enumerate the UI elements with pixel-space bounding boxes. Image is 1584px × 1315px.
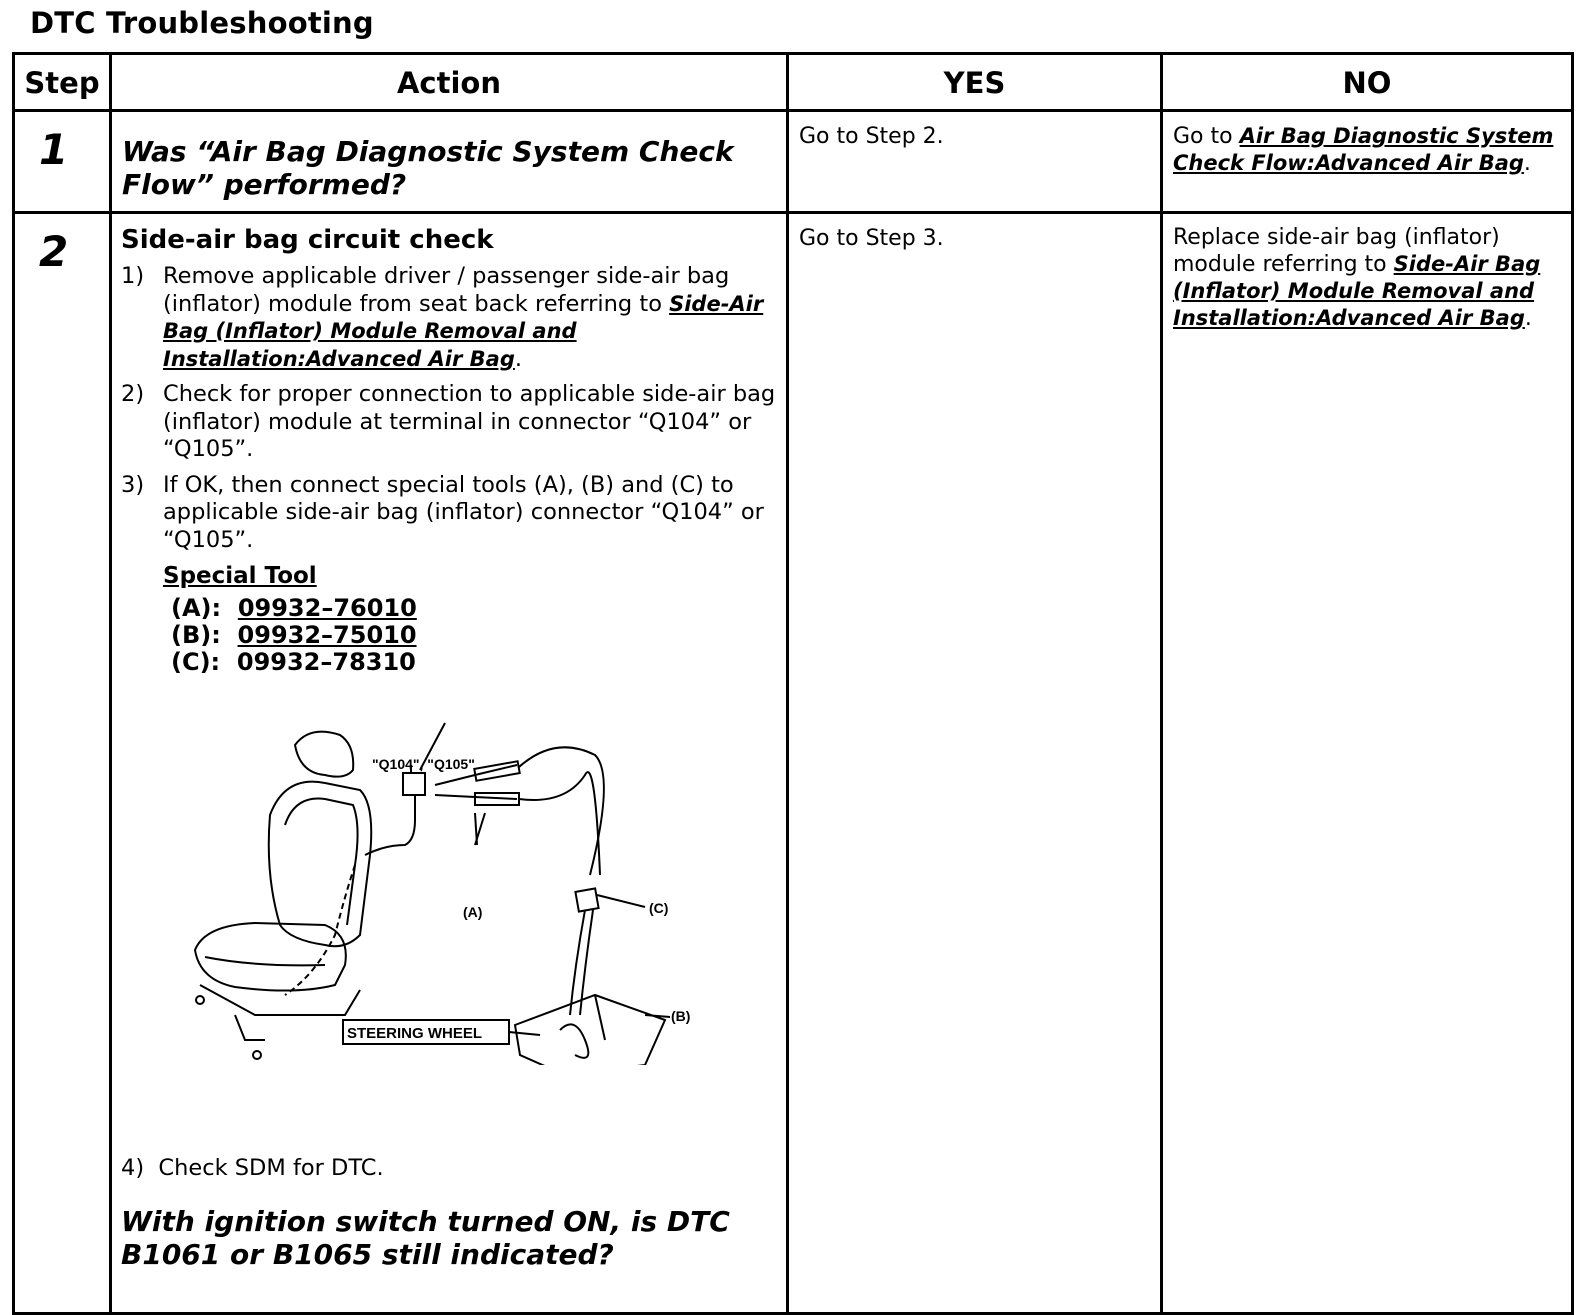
tool-a [163,595,417,622]
no-action-prefix: Replace side-air bag (inflator) module referring to [1173,225,1500,277]
tool-code: 09932–78310 [236,648,416,676]
item-text: Check SDM for DTC. [158,1155,384,1181]
connection-diagram [175,695,735,1065]
diagram-label-steering: STEERING WHEEL [347,1025,483,1042]
no-action-prefix: Go to [1173,124,1240,149]
special-tool-label: Special Tool [163,563,317,589]
item-number: 3) [121,471,145,498]
diagram-label-b: (B) [671,1008,691,1024]
tool-c [163,649,417,676]
procedure-list [121,263,781,554]
step-question: Was “Air Bag Diagnostic System Check Flow” performed? [122,135,734,201]
no-action [1173,123,1563,177]
tool-code[interactable]: 09932–75010 [237,621,417,649]
list-item [121,263,781,373]
header-action: Action [396,66,501,100]
list-item [121,381,781,464]
step-heading: Side-air bag circuit check [121,225,494,255]
header-step: Step [24,66,100,100]
tool-key: (B): [171,621,221,649]
header-yes: YES [943,66,1006,100]
yes-action: Go to Step 2. [799,124,944,149]
item-suffix: . [514,345,523,372]
tool-b [163,622,417,649]
header-no: NO [1342,66,1392,100]
tool-key: (A): [171,594,222,622]
list-item [121,1155,384,1182]
item-text: Remove applicable driver / passenger side-air bag (inflator) module from seat back referring to [163,263,730,317]
link-air-bag-check-flow[interactable]: Air Bag Diagnostic System Check Flow:Advanced Air Bag [1173,124,1554,175]
diagram-label-connector: "Q104", "Q105" [372,756,475,772]
item-number: 4) [121,1155,145,1181]
troubleshooting-table [12,52,1574,1315]
column-divider [109,55,112,1312]
step-number: 2 [39,227,69,276]
row-divider [15,211,1571,214]
item-text: If OK, then connect special tools (A), (B) and (C) to applicable side-air bag (inflator) connector “Q104” or “Q105”. [163,471,764,553]
item-number: 2) [121,381,145,407]
column-divider [786,55,789,1312]
step-number: 1 [39,125,69,174]
tool-key: (C): [171,648,221,676]
list-item [121,472,781,555]
item-text: Check for proper connection to applicable side-air bag (inflator) module at terminal in connector “Q104” or “Q105”. [163,381,776,462]
special-tools [163,563,417,676]
item-number: 1) [121,263,145,289]
link-side-air-bag-removal[interactable]: Side-Air Bag (Inflator) Module Removal and Installation:Advanced Air Bag [163,291,764,371]
step-question: With ignition switch turned ON, is DTC B1061 or B1065 still indicated? [121,1205,730,1271]
page-title: DTC Troubleshooting [30,6,374,40]
column-divider [1160,55,1163,1312]
tool-code[interactable]: 09932–76010 [237,594,417,622]
diagram-label-a: (A) [463,904,483,920]
link-side-air-bag-removal[interactable]: Side-Air Bag (Inflator) Module Removal and Installation:Advanced Air Bag [1173,252,1541,330]
no-action [1173,225,1563,332]
no-action-suffix: . [1524,306,1532,331]
yes-action: Go to Step 3. [799,226,944,251]
no-action-suffix: . [1523,151,1531,176]
diagram-label-c: (C) [649,900,669,916]
